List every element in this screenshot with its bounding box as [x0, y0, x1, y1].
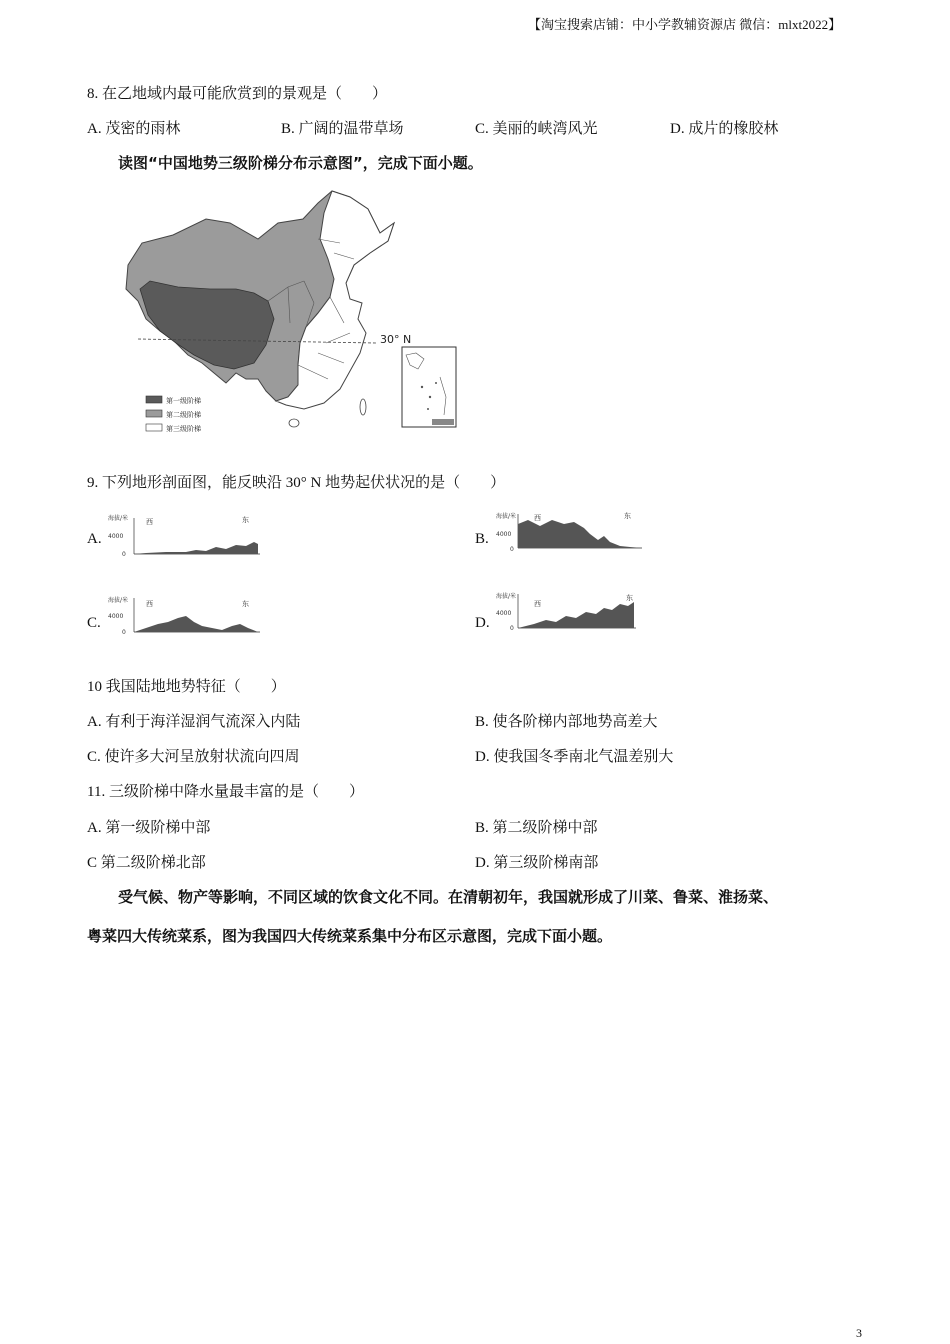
q11-option-b: B. 第二级阶梯中部: [475, 820, 598, 836]
q8-option-d: D. 成片的橡胶林: [670, 121, 779, 137]
q11-option-d: D. 第三级阶梯南部: [475, 855, 599, 871]
q10-option-a: A. 有利于海洋湿润气流深入内陆: [87, 714, 301, 730]
q8-option-b: B. 广阔的温带草场: [281, 121, 404, 137]
profile-d-west: 西: [534, 600, 541, 608]
profile-c-east: 东: [242, 600, 249, 608]
q9-option-d: D.: [475, 615, 490, 631]
intro-map: 读图“中国地势三级阶梯分布示意图”，完成下面小题。: [118, 154, 483, 172]
profile-a-ytick: 4000: [108, 533, 124, 540]
page-number: 3: [856, 1326, 862, 1340]
hainan-island: [289, 419, 299, 427]
profile-c: [106, 592, 266, 638]
profile-b-yzero: 0: [510, 546, 514, 553]
south-sea-inset: [402, 347, 456, 427]
profile-d-ytick: 4000: [496, 610, 512, 617]
lat-30n-label: 30° N: [380, 333, 412, 346]
profile-a-ytitle: 海拔/米: [108, 515, 129, 522]
profile-b: [494, 508, 650, 554]
profile-a-west: 西: [146, 518, 153, 526]
legend-step2-label: 第二级阶梯: [166, 411, 201, 419]
q11-stem: 11. 三级阶梯中降水量最丰富的是（ ）: [87, 784, 364, 800]
profile-b-ytick: 4000: [496, 531, 512, 538]
q10-stem: 10 我国陆地地势特征（ ）: [87, 679, 286, 695]
map-step1-region: [140, 281, 274, 369]
profile-b-ytitle: 海拔/米: [496, 513, 517, 520]
page-header: 【淘宝搜索店铺：中小学教辅资源店 微信：mlxt2022】: [528, 17, 842, 32]
profile-d-ytitle: 海拔/米: [496, 593, 517, 600]
q9-stem: 9. 下列地形剖面图，能反映沿 30° N 地势起伏状况的是（ ）: [87, 475, 506, 491]
q9-option-a: A.: [87, 531, 102, 547]
profile-c-terrain: [134, 616, 258, 632]
q11-option-c: C 第二级阶梯北部: [87, 855, 206, 871]
q8-stem: 8. 在乙地域内最可能欣赏到的景观是（ ）: [87, 86, 388, 102]
profile-b-terrain: [518, 520, 642, 548]
taiwan-island: [360, 399, 366, 415]
q11-option-a: A. 第一级阶梯中部: [87, 820, 211, 836]
q9-option-b: B.: [475, 531, 489, 547]
profile-a-east: 东: [242, 516, 249, 524]
profile-c-west: 西: [146, 600, 153, 608]
legend-step1-swatch: [146, 396, 162, 403]
profile-a-yzero: 0: [122, 551, 126, 558]
profile-a: [106, 510, 266, 558]
q10-option-d: D. 使我国冬季南北气温差别大: [475, 749, 674, 765]
profile-c-ytitle: 海拔/米: [108, 597, 129, 604]
legend-step3-label: 第三级阶梯: [166, 425, 201, 433]
profile-d-east: 东: [626, 594, 633, 602]
intro-cuisine-line2: 粤菜四大传统菜系，图为我国四大传统菜系集中分布区示意图，完成下面小题。: [87, 927, 613, 945]
q10-option-c: C. 使许多大河呈放射状流向四周: [87, 749, 300, 765]
profile-b-west: 西: [534, 514, 541, 522]
intro-cuisine-line1: 受气候、物产等影响，不同区域的饮食文化不同。在清朝初年，我国就形成了川菜、鲁菜、淮扬菜、: [118, 888, 779, 906]
profile-c-yzero: 0: [122, 629, 126, 636]
q9-option-c: C.: [87, 615, 101, 631]
profile-d: [494, 588, 644, 634]
legend-step3-swatch: [146, 424, 162, 431]
profile-c-ytick: 4000: [108, 613, 124, 620]
q8-option-c: C. 美丽的峡湾风光: [475, 121, 598, 137]
legend-step2-swatch: [146, 410, 162, 417]
q8-option-a: A. 茂密的雨林: [87, 121, 181, 137]
profile-d-yzero: 0: [510, 625, 514, 632]
profile-b-east: 东: [624, 512, 631, 520]
china-terrain-steps-map: [118, 183, 463, 438]
legend-step1-label: 第一级阶梯: [166, 397, 201, 405]
q10-option-b: B. 使各阶梯内部地势高差大: [475, 714, 658, 730]
profile-a-terrain: [134, 542, 258, 554]
